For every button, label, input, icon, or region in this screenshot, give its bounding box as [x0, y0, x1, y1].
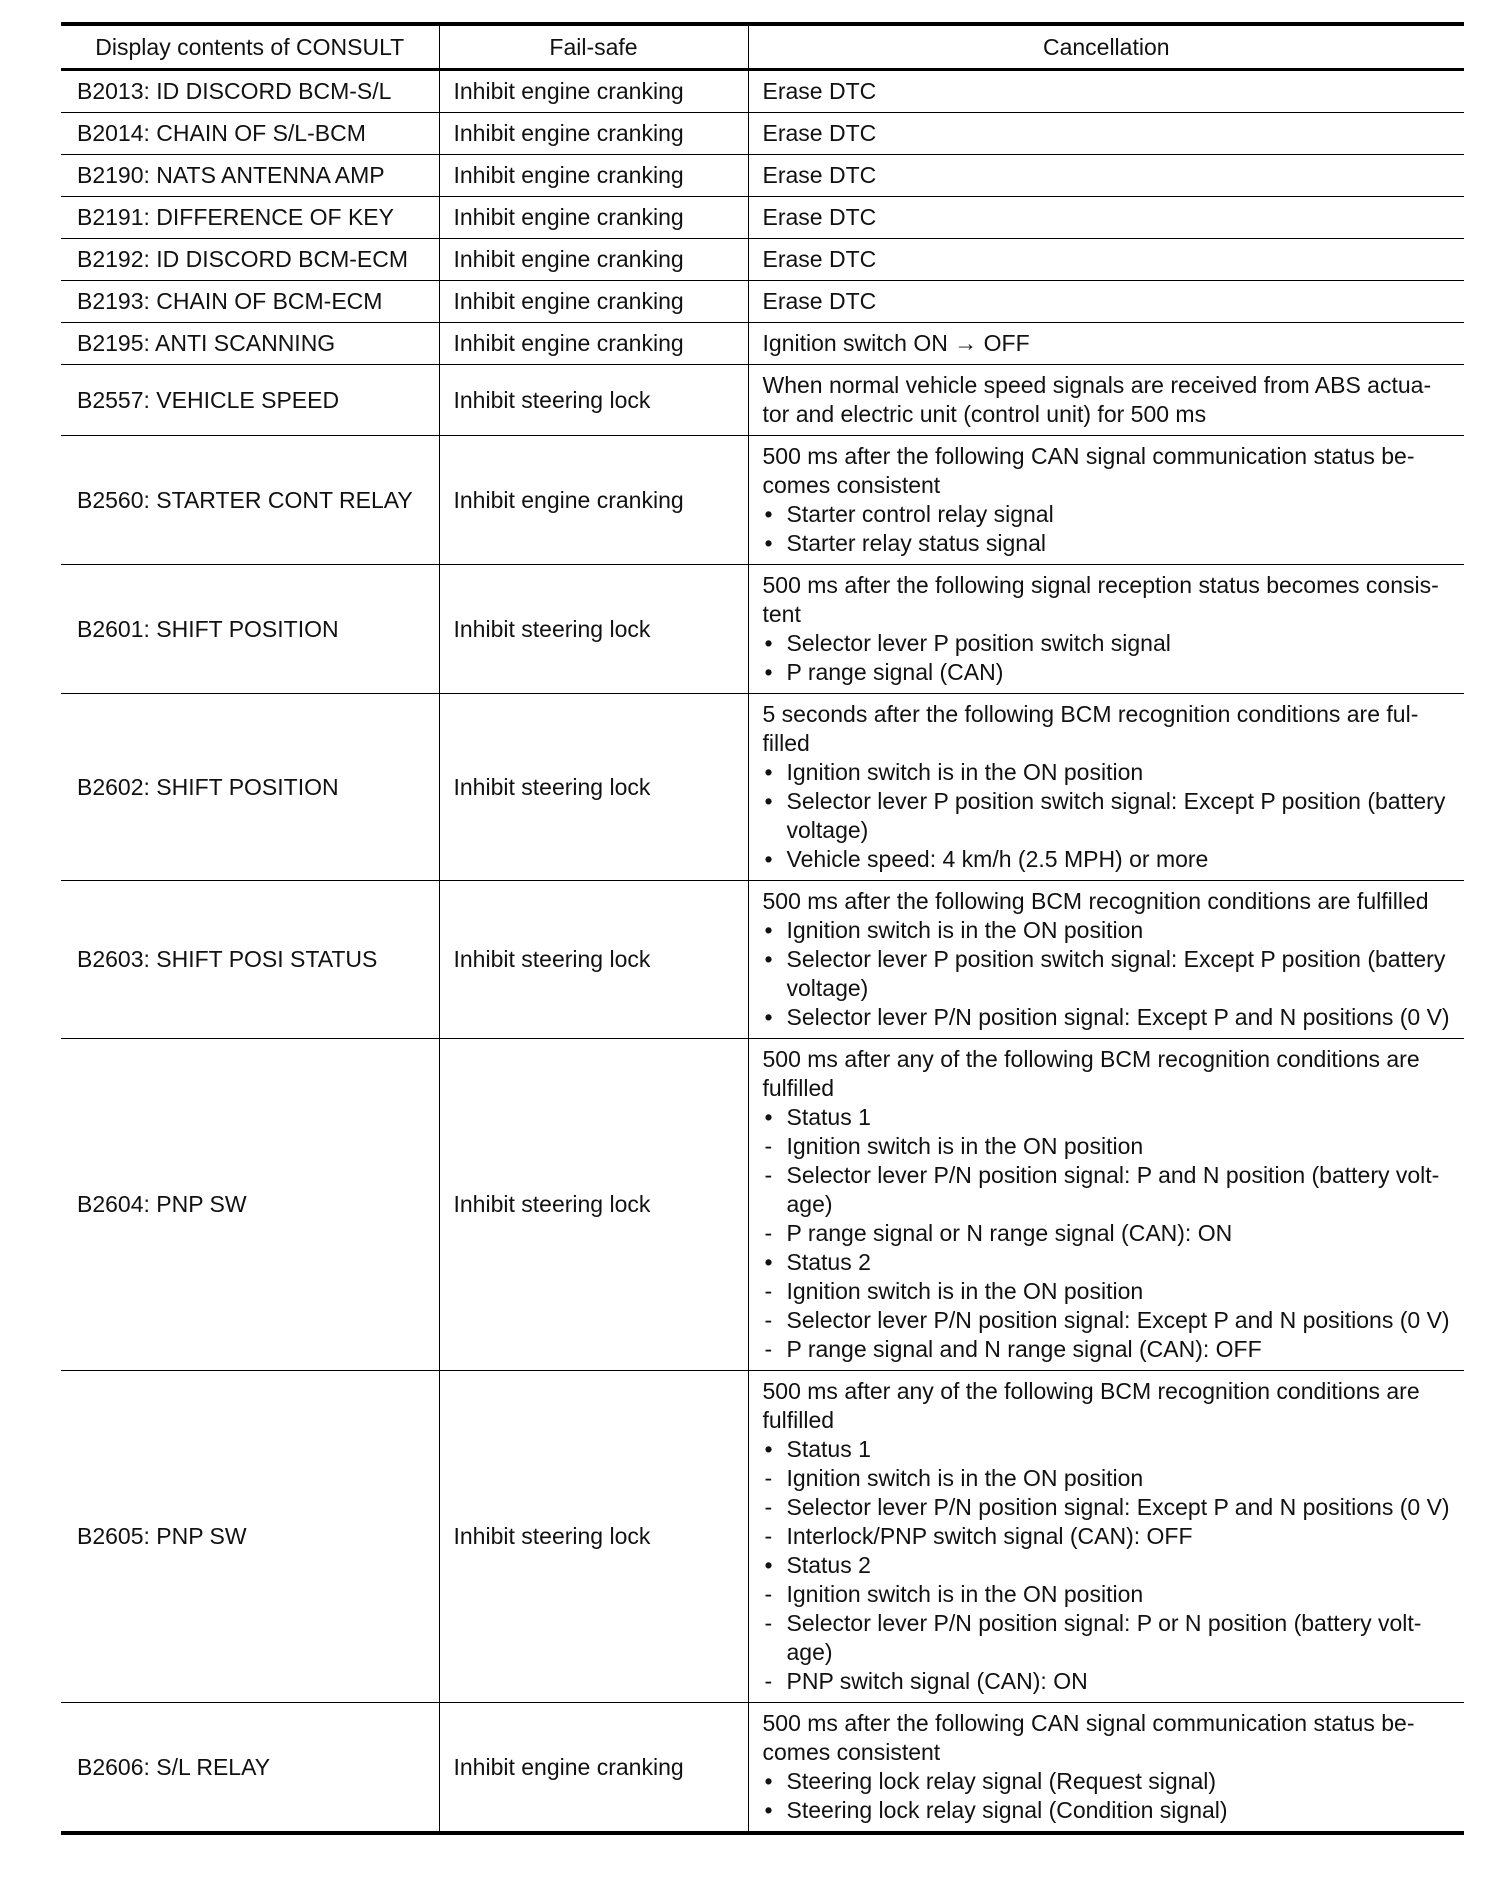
bullet-icon: • — [764, 1104, 773, 1130]
table-row — [61, 365, 1464, 436]
table-row — [61, 113, 1464, 155]
condition-text: Steering lock relay signal (Request signal) — [786, 1768, 1217, 1794]
bullet-icon: • — [764, 1797, 773, 1823]
dash-icon: - — [764, 1336, 773, 1362]
condition-item — [763, 529, 1457, 558]
dtc-display-content: B2602: SHIFT POSITION — [61, 694, 439, 881]
condition-text: Vehicle speed: 4 km/h (2.5 MPH) or more — [786, 846, 1209, 872]
table-row — [61, 155, 1464, 197]
bullet-icon: • — [764, 759, 773, 785]
dtc-display-content: B2014: CHAIN OF S/L-BCM — [61, 113, 439, 155]
condition-text: Selector lever P/N position signal: Except P and N positions (0 V) — [786, 1494, 1450, 1520]
dash-icon: - — [764, 1610, 773, 1636]
dash-icon: - — [764, 1494, 773, 1520]
cancellation-cell — [748, 436, 1464, 565]
cancellation-cell — [748, 197, 1464, 239]
dash-icon: - — [764, 1581, 773, 1607]
condition-text: Ignition switch is in the ON position — [786, 917, 1144, 943]
condition-item — [763, 1522, 1457, 1551]
condition-text: Status 2 — [786, 1552, 871, 1578]
cancellation-text: 500 ms after the following CAN signal communication status be-comes consistent — [762, 1710, 1415, 1765]
condition-item — [763, 916, 1457, 945]
bullet-icon: • — [764, 1768, 773, 1794]
condition-item — [763, 658, 1457, 687]
dtc-display-content: B2190: NATS ANTENNA AMP — [61, 155, 439, 197]
fail-safe-action: Inhibit steering lock — [439, 1039, 748, 1371]
cancellation-cell — [748, 113, 1464, 155]
table-row — [61, 70, 1464, 113]
cancellation-cell — [748, 155, 1464, 197]
bullet-icon: • — [764, 917, 773, 943]
dash-icon: - — [764, 1523, 773, 1549]
cancellation-cell — [748, 565, 1464, 694]
fail-safe-action: Inhibit engine cranking — [439, 281, 748, 323]
condition-text: Ignition switch is in the ON position — [786, 1581, 1144, 1607]
condition-item — [763, 1767, 1457, 1796]
dtc-display-content: B2601: SHIFT POSITION — [61, 565, 439, 694]
table-row — [61, 1039, 1464, 1371]
condition-item — [763, 1609, 1457, 1667]
condition-text: Selector lever P position switch signal: Except P position (battery voltage) — [786, 788, 1446, 843]
fail-safe-action: Inhibit engine cranking — [439, 1703, 748, 1834]
dash-icon: - — [764, 1465, 773, 1491]
cancellation-cell — [748, 881, 1464, 1039]
cancellation-cell — [748, 239, 1464, 281]
dtc-failsafe-table — [61, 22, 1464, 1835]
condition-item — [763, 1103, 1457, 1132]
condition-text: Ignition switch is in the ON position — [786, 1133, 1144, 1159]
table-header — [61, 24, 1464, 70]
condition-item — [763, 1435, 1457, 1464]
condition-text: Status 2 — [786, 1249, 871, 1275]
condition-text: P range signal and N range signal (CAN): OFF — [786, 1336, 1262, 1362]
condition-text: Selector lever P position switch signal — [786, 630, 1171, 656]
condition-item — [763, 500, 1457, 529]
condition-text: P range signal (CAN) — [786, 659, 1004, 685]
dash-icon: - — [764, 1668, 773, 1694]
dtc-display-content: B2013: ID DISCORD BCM-S/L — [61, 70, 439, 113]
condition-text: Ignition switch is in the ON position — [786, 759, 1144, 785]
bullet-icon: • — [764, 1436, 773, 1462]
dtc-display-content: B2192: ID DISCORD BCM-ECM — [61, 239, 439, 281]
condition-text: Selector lever P/N position signal: P or N position (battery volt-age) — [786, 1610, 1422, 1665]
dtc-display-content: B2605: PNP SW — [61, 1371, 439, 1703]
condition-item — [763, 1219, 1457, 1248]
fail-safe-action: Inhibit steering lock — [439, 881, 748, 1039]
condition-text: Starter control relay signal — [786, 501, 1054, 527]
table-row — [61, 281, 1464, 323]
table-row — [61, 1703, 1464, 1834]
cancellation-cell — [748, 323, 1464, 365]
condition-item — [763, 1306, 1457, 1335]
condition-text: Interlock/PNP switch signal (CAN): OFF — [786, 1523, 1193, 1549]
condition-text: Ignition switch is in the ON position — [786, 1278, 1144, 1304]
condition-item — [763, 1335, 1457, 1364]
table-row — [61, 694, 1464, 881]
cancellation-text: 5 seconds after the following BCM recognition conditions are ful-filled — [762, 701, 1419, 756]
dtc-display-content: B2193: CHAIN OF BCM-ECM — [61, 281, 439, 323]
cancellation-text: 500 ms after any of the following BCM recognition conditions are fulfilled — [762, 1378, 1420, 1433]
bullet-icon: • — [764, 1004, 773, 1030]
condition-text: Status 1 — [786, 1104, 871, 1130]
bullet-icon: • — [764, 1552, 773, 1578]
condition-item — [763, 1132, 1457, 1161]
condition-item — [763, 945, 1457, 1003]
condition-text: Selector lever P/N position signal: Except P and N positions (0 V) — [786, 1307, 1450, 1333]
cancellation-text: Ignition switch ON → OFF — [762, 330, 1030, 356]
condition-text: Status 1 — [786, 1436, 871, 1462]
cancellation-text: Erase DTC — [762, 162, 877, 188]
cancellation-text: Erase DTC — [762, 78, 877, 104]
cancellation-text: Erase DTC — [762, 120, 877, 146]
fail-safe-action: Inhibit steering lock — [439, 1371, 748, 1703]
bullet-icon: • — [764, 530, 773, 556]
header-row — [61, 24, 1464, 70]
table-row — [61, 565, 1464, 694]
condition-text: Ignition switch is in the ON position — [786, 1465, 1144, 1491]
table-row — [61, 436, 1464, 565]
fail-safe-action: Inhibit engine cranking — [439, 239, 748, 281]
cancellation-text: Erase DTC — [762, 288, 877, 314]
header-display-contents: Display contents of CONSULT — [61, 24, 439, 70]
dtc-display-content: B2191: DIFFERENCE OF KEY — [61, 197, 439, 239]
condition-item — [763, 1248, 1457, 1277]
table-row — [61, 323, 1464, 365]
fail-safe-action: Inhibit engine cranking — [439, 436, 748, 565]
condition-item — [763, 1493, 1457, 1522]
cancellation-text: When normal vehicle speed signals are received from ABS actua-tor and electric unit (control unit) for 500 ms — [762, 372, 1432, 427]
condition-item — [763, 787, 1457, 845]
cancellation-text: Erase DTC — [762, 204, 877, 230]
table-row — [61, 1371, 1464, 1703]
condition-text: Steering lock relay signal (Condition signal) — [786, 1797, 1228, 1823]
dash-icon: - — [764, 1220, 773, 1246]
dtc-display-content: B2603: SHIFT POSI STATUS — [61, 881, 439, 1039]
dash-icon: - — [764, 1278, 773, 1304]
cancellation-text: Erase DTC — [762, 246, 877, 272]
dtc-display-content: B2195: ANTI SCANNING — [61, 323, 439, 365]
fail-safe-action: Inhibit engine cranking — [439, 155, 748, 197]
table-row — [61, 239, 1464, 281]
condition-item — [763, 1464, 1457, 1493]
cancellation-text: 500 ms after the following BCM recognition conditions are fulfilled — [762, 888, 1429, 914]
dtc-display-content: B2560: STARTER CONT RELAY — [61, 436, 439, 565]
cancellation-cell — [748, 1703, 1464, 1834]
bullet-icon: • — [764, 846, 773, 872]
header-fail-safe: Fail-safe — [439, 24, 748, 70]
cancellation-cell — [748, 281, 1464, 323]
condition-text: Selector lever P/N position signal: Except P and N positions (0 V) — [786, 1004, 1450, 1030]
bullet-icon: • — [764, 659, 773, 685]
dash-icon: - — [764, 1133, 773, 1159]
cancellation-text: 500 ms after any of the following BCM recognition conditions are fulfilled — [762, 1046, 1420, 1101]
table-row — [61, 881, 1464, 1039]
condition-item — [763, 1667, 1457, 1696]
table-row — [61, 197, 1464, 239]
condition-item — [763, 1003, 1457, 1032]
header-cancellation: Cancellation — [748, 24, 1464, 70]
dtc-display-content: B2557: VEHICLE SPEED — [61, 365, 439, 436]
bullet-icon: • — [764, 788, 773, 814]
cancellation-text: 500 ms after the following signal reception status becomes consis-tent — [762, 572, 1439, 627]
cancellation-cell — [748, 365, 1464, 436]
cancellation-cell — [748, 1039, 1464, 1371]
condition-item — [763, 629, 1457, 658]
cancellation-cell — [748, 70, 1464, 113]
dash-icon: - — [764, 1162, 773, 1188]
condition-text: PNP switch signal (CAN): ON — [786, 1668, 1088, 1694]
bullet-icon: • — [764, 630, 773, 656]
fail-safe-action: Inhibit steering lock — [439, 565, 748, 694]
bullet-icon: • — [764, 501, 773, 527]
fail-safe-action: Inhibit steering lock — [439, 365, 748, 436]
condition-item — [763, 758, 1457, 787]
condition-text: Selector lever P position switch signal: Except P position (battery voltage) — [786, 946, 1446, 1001]
condition-text: Selector lever P/N position signal: P and N position (battery volt-age) — [786, 1162, 1440, 1217]
fail-safe-action: Inhibit engine cranking — [439, 113, 748, 155]
condition-item — [763, 1796, 1457, 1825]
cancellation-cell — [748, 1371, 1464, 1703]
condition-item — [763, 845, 1457, 874]
condition-text: Starter relay status signal — [786, 530, 1047, 556]
condition-item — [763, 1161, 1457, 1219]
condition-text: P range signal or N range signal (CAN): ON — [786, 1220, 1233, 1246]
dtc-display-content: B2606: S/L RELAY — [61, 1703, 439, 1834]
fail-safe-action: Inhibit engine cranking — [439, 70, 748, 113]
fail-safe-action: Inhibit steering lock — [439, 694, 748, 881]
dash-icon: - — [764, 1307, 773, 1333]
bullet-icon: • — [764, 946, 773, 972]
fail-safe-action: Inhibit engine cranking — [439, 323, 748, 365]
condition-item — [763, 1277, 1457, 1306]
cancellation-text: 500 ms after the following CAN signal communication status be-comes consistent — [762, 443, 1415, 498]
condition-item — [763, 1580, 1457, 1609]
condition-item — [763, 1551, 1457, 1580]
bullet-icon: • — [764, 1249, 773, 1275]
fail-safe-action: Inhibit engine cranking — [439, 197, 748, 239]
dtc-display-content: B2604: PNP SW — [61, 1039, 439, 1371]
table-body — [61, 70, 1464, 1834]
cancellation-cell — [748, 694, 1464, 881]
